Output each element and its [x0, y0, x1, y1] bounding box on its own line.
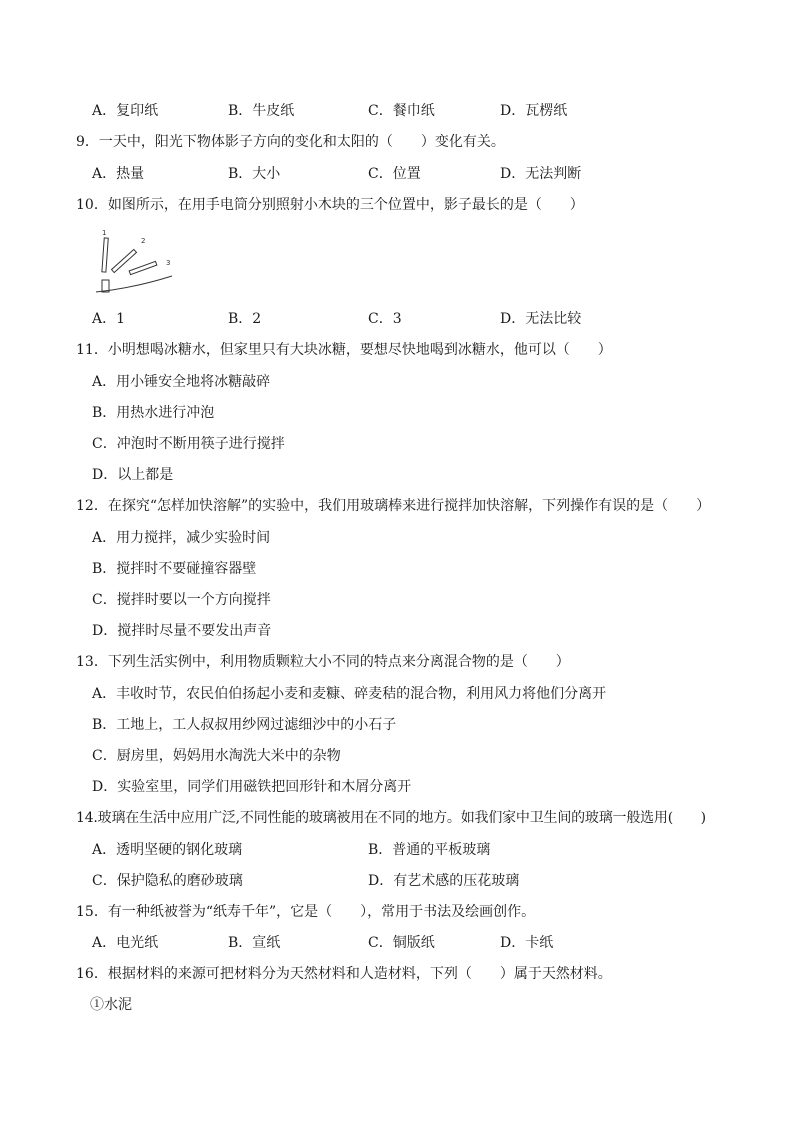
q12-option-c: C．搅拌时要以一个方向搅拌	[92, 592, 271, 608]
q12-option-a: A．用力搅拌，减少实验时间	[92, 530, 271, 546]
q14-option-a: A．透明坚硬的钢化玻璃	[92, 842, 243, 858]
figure-label-2: 2	[141, 237, 146, 245]
q12-option-d: D．搅拌时尽量不要发出声音	[92, 623, 272, 639]
q11-option-a: A．用小锤安全地将冰糖敲碎	[92, 374, 271, 390]
q8-option-b: B．牛皮纸	[228, 103, 295, 119]
q10-option-b: B．2	[228, 311, 262, 327]
q10-option-c: C．3	[368, 311, 402, 327]
q14-option-c: C．保护隐私的磨砂玻璃	[92, 873, 243, 889]
q13-option-d: D．实验室里，同学们用磁铁把回形针和木屑分离开	[92, 779, 412, 795]
q12-stem: 12．在探究“怎样加快溶解”的实验中，我们用玻璃棒来进行搅拌加快溶解，下列操作有误的是（ ）	[76, 498, 711, 514]
q15-option-a: A．电光纸	[92, 935, 159, 951]
q15-option-c: C．铜版纸	[368, 935, 435, 951]
q8-option-d: D．瓦楞纸	[500, 103, 568, 119]
q8-option-a: A．复印纸	[92, 103, 159, 119]
q15-option-b: B．宣纸	[228, 935, 281, 951]
q8-option-c: C．餐巾纸	[368, 103, 435, 119]
q9-option-a: A．热量	[92, 166, 145, 182]
q15-stem: 15．有一种纸被誉为“纸寿千年”，它是（ ），常用于书法及绘画创作。	[76, 904, 536, 920]
figure-label-3: 3	[166, 259, 171, 267]
q13-stem: 13．下列生活实例中，利用物质颗粒大小不同的特点来分离混合物的是（ ）	[76, 654, 570, 670]
q11-option-d: D．以上都是	[92, 467, 174, 483]
flashlight-figure	[94, 226, 174, 298]
q9-stem: 9．一天中，阳光下物体影子方向的变化和太阳的（ ）变化有关。	[76, 134, 505, 150]
q9-option-c: C．位置	[368, 166, 421, 182]
q11-option-b: B．用热水进行冲泡	[92, 405, 215, 421]
q13-option-b: B．工地上，工人叔叔用纱网过滤细沙中的小石子	[92, 717, 397, 733]
figure-label-1: 1	[102, 229, 107, 237]
q10-option-a: A．1	[92, 311, 126, 327]
q9-option-d: D．无法判断	[500, 166, 582, 182]
q16-item-1: ①水泥	[90, 997, 132, 1013]
q15-option-d: D．卡纸	[500, 935, 554, 951]
q13-option-a: A．丰收时节，农民伯伯扬起小麦和麦糠、碎麦秸的混合物，利用风力将他们分离开	[92, 686, 607, 702]
q11-option-c: C．冲泡时不断用筷子进行搅拌	[92, 436, 285, 452]
q13-option-c: C．厨房里，妈妈用水淘洗大米中的杂物	[92, 748, 341, 764]
q10-option-d: D．无法比较	[500, 311, 582, 327]
q14-option-b: B．普通的平板玻璃	[368, 842, 491, 858]
q14-stem: 14.玻璃在生活中应用广泛,不同性能的玻璃被用在不同的地方。如我们家中卫生间的玻璃一般选用( )	[76, 810, 706, 826]
q9-option-b: B．大小	[228, 166, 281, 182]
q14-option-d: D．有艺术感的压花玻璃	[368, 873, 520, 889]
q16-stem: 16．根据材料的来源可把材料分为天然材料和人造材料，下列（ ）属于天然材料。	[76, 966, 612, 982]
q11-stem: 11．小明想喝冰糖水，但家里只有大块冰糖，要想尽快地喝到冰糖水，他可以（ ）	[76, 342, 612, 358]
q10-stem: 10．如图所示，在用手电筒分别照射小木块的三个位置中，影子最长的是（ ）	[76, 197, 584, 213]
q12-option-b: B．搅拌时不要碰撞容器壁	[92, 561, 257, 577]
